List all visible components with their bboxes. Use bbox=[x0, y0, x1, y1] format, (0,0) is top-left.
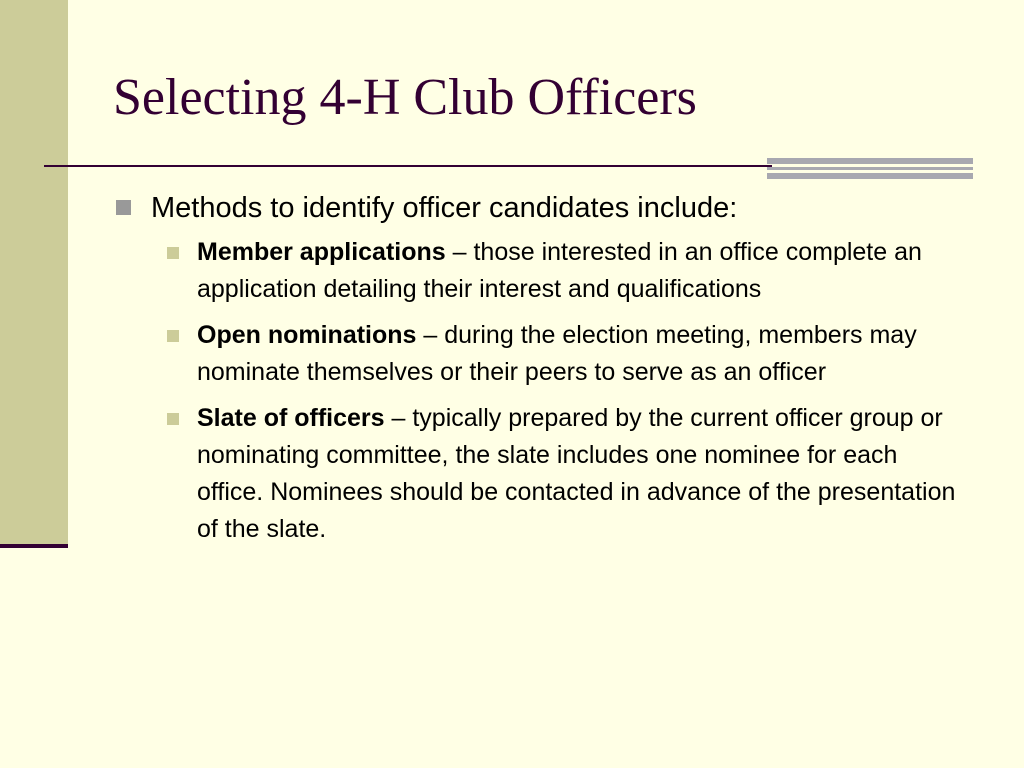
square-bullet-icon bbox=[167, 413, 179, 425]
left-band-accent-line bbox=[0, 544, 68, 548]
left-decorative-band bbox=[0, 0, 68, 548]
sub-bullet-list bbox=[114, 234, 964, 548]
square-bullet-icon bbox=[116, 200, 131, 215]
title-underline-rule bbox=[44, 165, 772, 167]
bullet-level1 bbox=[114, 188, 964, 228]
list-item-slate-of-officers bbox=[162, 400, 964, 548]
accent-stripe bbox=[767, 158, 973, 164]
slide-body bbox=[114, 188, 964, 557]
item-description: – during the election meeting, members may nominate themselves or their peers to serve as an officer bbox=[197, 321, 917, 386]
item-term: Member applications bbox=[197, 238, 446, 266]
item-term: Open nominations bbox=[197, 321, 417, 349]
item-description: – typically prepared by the current officer group or nominating committee, the slate includes one nominee for each office. Nominees should be contacted in advance of the presentation of the slate. bbox=[197, 404, 956, 543]
item-term: Slate of officers bbox=[197, 404, 385, 432]
square-bullet-icon bbox=[167, 247, 179, 259]
title-rule-accent-stripes bbox=[767, 158, 973, 179]
accent-stripe bbox=[767, 173, 973, 179]
list-item-member-applications bbox=[162, 234, 964, 308]
square-bullet-icon bbox=[167, 330, 179, 342]
slide-title: Selecting 4-H Club Officers bbox=[113, 69, 697, 126]
item-description: – those interested in an office complete an application detailing their interest and qualifications bbox=[197, 238, 922, 303]
accent-stripe bbox=[767, 167, 973, 170]
bullet-level1-text: Methods to identify officer candidates include: bbox=[151, 192, 738, 224]
list-item-open-nominations bbox=[162, 317, 964, 391]
